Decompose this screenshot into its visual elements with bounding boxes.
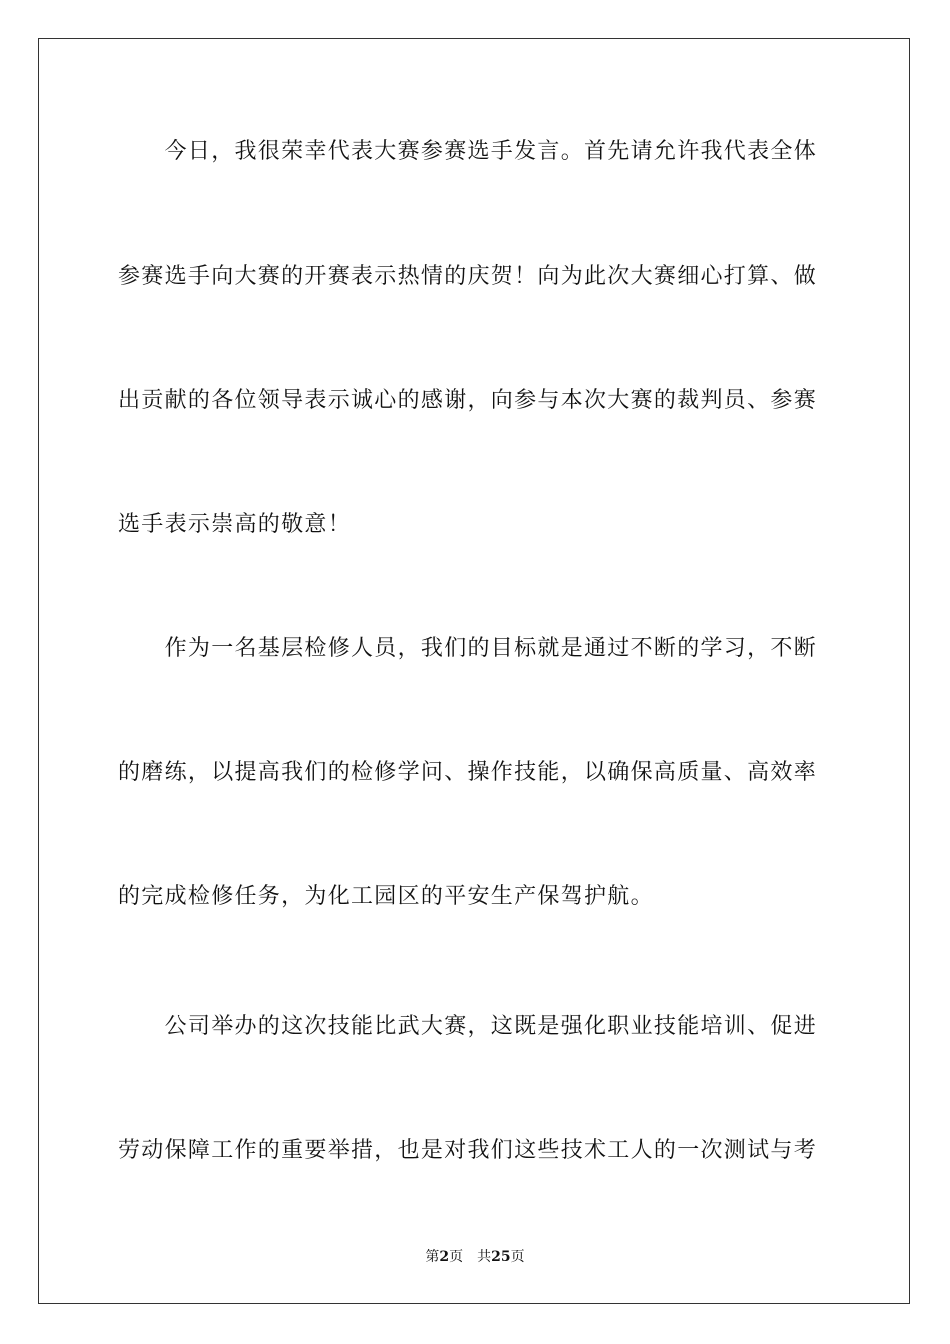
text-line: 作为一名基层检修人员，我们的目标就是通过不断的学习，不断 bbox=[118, 636, 818, 661]
page-border bbox=[38, 38, 910, 1304]
text-line: 劳动保障工作的重要举措，也是对我们这些技术工人的一次测试与考 bbox=[118, 1138, 818, 1163]
page-number: 2 bbox=[439, 1249, 450, 1265]
total-prefix: 共 bbox=[477, 1249, 492, 1265]
page-prefix: 第 bbox=[425, 1249, 440, 1265]
text-line: 选手表示崇高的敬意！ bbox=[118, 512, 352, 537]
text-line: 公司举办的这次技能比武大赛，这既是强化职业技能培训、促进 bbox=[118, 1014, 818, 1039]
total-pages: 25 bbox=[491, 1249, 511, 1265]
total-suffix: 页 bbox=[510, 1249, 525, 1265]
text-line: 参赛选手向大赛的开赛表示热情的庆贺！向为此次大赛细心打算、做 bbox=[118, 264, 818, 289]
text-line: 的完成检修任务，为化工园区的平安生产保驾护航。 bbox=[118, 884, 654, 909]
page-suffix: 页 bbox=[449, 1249, 464, 1265]
text-line: 出贡献的各位领导表示诚心的感谢，向参与本次大赛的裁判员、参赛 bbox=[118, 388, 818, 413]
page-footer bbox=[0, 1248, 950, 1266]
text-line: 今日，我很荣幸代表大赛参赛选手发言。首先请允许我代表全体 bbox=[118, 139, 818, 164]
text-line: 的磨练，以提高我们的检修学问、操作技能，以确保高质量、高效率 bbox=[118, 760, 818, 785]
